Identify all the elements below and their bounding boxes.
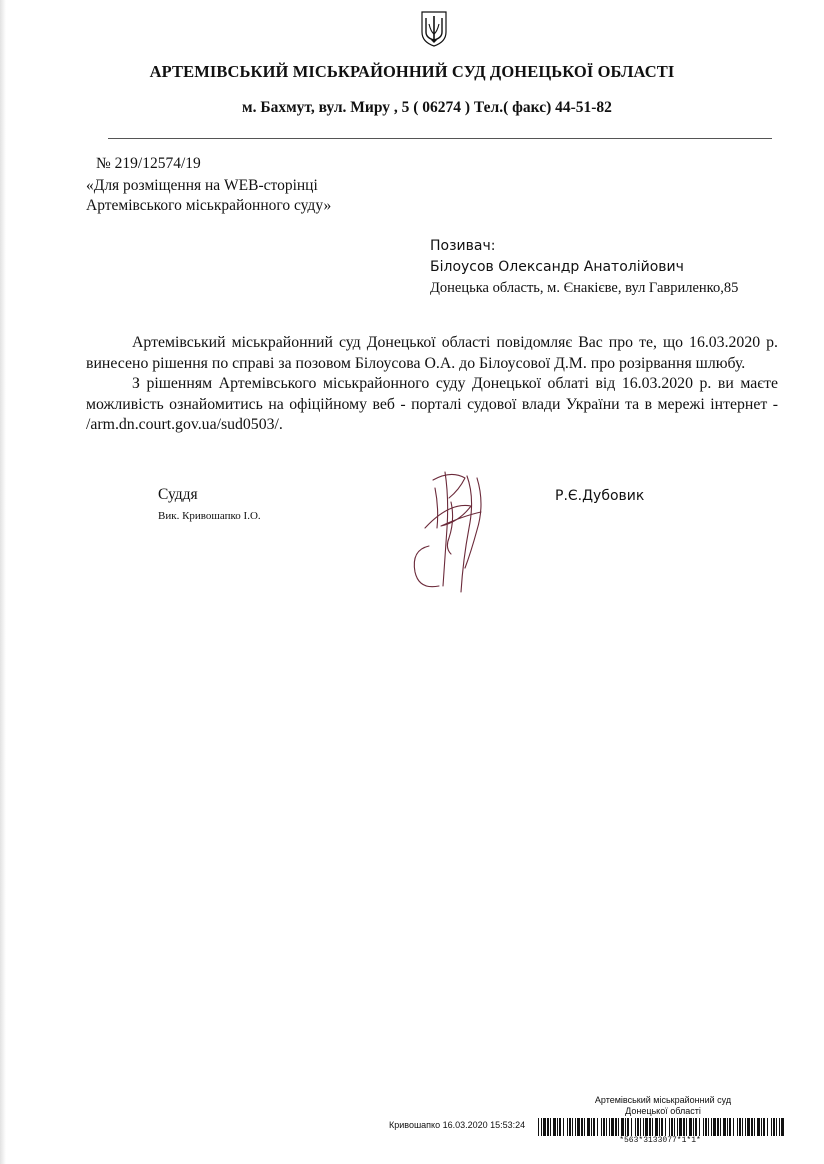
barcode-bar	[763, 1118, 765, 1136]
barcode-bar	[575, 1118, 576, 1136]
barcode-bar	[729, 1118, 731, 1136]
barcode-bar	[637, 1118, 639, 1136]
plaintiff-name: Білоусов Олександр Анатолійович	[430, 259, 684, 275]
header-divider	[108, 138, 772, 139]
barcode-bar	[776, 1118, 777, 1136]
barcode-bar	[606, 1118, 607, 1136]
plaintiff-label: Позивач:	[430, 238, 496, 254]
plaintiff-address: Донецька область, м. Єнакієве, вул Гавриленко,85	[430, 280, 739, 296]
barcode-bar	[581, 1118, 583, 1136]
barcode-bar	[609, 1118, 610, 1136]
barcode-bar	[767, 1118, 768, 1136]
barcode-bar	[572, 1118, 573, 1136]
barcode-bar	[563, 1118, 564, 1136]
barcode-bar	[627, 1118, 629, 1136]
barcode-text: *563*3133077*1*1*	[619, 1136, 701, 1145]
barcode-bar	[543, 1118, 546, 1136]
barcode-bar	[671, 1118, 673, 1136]
barcode-bar	[587, 1118, 590, 1136]
barcode-bar	[674, 1118, 675, 1136]
barcode-bar	[559, 1118, 561, 1136]
barcode-bar	[745, 1118, 746, 1136]
barcode-bar	[686, 1118, 687, 1136]
barcode-bar	[655, 1118, 658, 1136]
barcode-bar	[557, 1118, 558, 1136]
barcode-bar	[713, 1118, 716, 1136]
barcode-bar	[618, 1118, 619, 1136]
scan-edge-shadow	[0, 0, 6, 1164]
barcode-bar	[569, 1118, 571, 1136]
placement-line-2: Артемівського міськрайонного суду»	[86, 197, 332, 214]
barcode-bar	[538, 1118, 539, 1136]
barcode-bar	[553, 1118, 556, 1136]
barcode-bar	[601, 1118, 602, 1136]
barcode-bar	[597, 1118, 598, 1136]
notice-paragraph-1: Артемівський міськрайонний суд Донецької області повідомляє Вас про те, що 16.03.2020 р. винесено рішення по справі за позовом Білоусова О.А. до Білоусової Д.М. про розірвання шлюбу.	[86, 334, 778, 372]
barcode-bar	[631, 1118, 632, 1136]
barcode-bar	[593, 1118, 595, 1136]
notice-paragraph-2: З рішенням Артемівського міськрайонного суду Донецької облаті від 16.03.2020 р. ви маєте можливість ознайомитись на офіційному веб - порталі судової влади України та в мережі інтернет - /arm.dn.court.gov.ua/sud0503/.	[86, 375, 778, 434]
barcode-bar	[771, 1118, 772, 1136]
plaintiff-block	[430, 236, 738, 299]
court-address: м. Бахмут, вул. Миру , 5 ( 06274 ) Тел.( факс) 44-51-82	[242, 99, 612, 116]
judge-name: Р.Є.Дубовик	[555, 488, 645, 504]
barcode-bar	[584, 1118, 585, 1136]
court-name: АРТЕМІВСЬКИЙ МІСЬКРАЙОННИЙ СУД ДОНЕЦЬКОЇ ОБЛАСТІ	[149, 62, 675, 81]
barcode-bar	[757, 1118, 760, 1136]
barcode-bar	[652, 1118, 653, 1136]
stamp-line-1: Артемівський міськрайонний суд	[594, 1095, 732, 1105]
court-stamp-text	[588, 1095, 738, 1117]
handwritten-signature	[405, 468, 495, 594]
barcode-bar	[779, 1118, 780, 1136]
barcode-bar	[643, 1118, 644, 1136]
notice-body	[86, 333, 778, 436]
barcode-bar	[733, 1118, 734, 1136]
placement-line-1: «Для розміщення на WEB-сторінці	[86, 177, 318, 194]
judge-title: Суддя	[158, 486, 198, 503]
barcode-bar	[683, 1118, 685, 1136]
barcode-bar	[621, 1118, 624, 1136]
executor-name: Вик. Кривошапко І.О.	[158, 510, 261, 522]
barcode-bar	[693, 1118, 694, 1136]
barcode-bar	[699, 1118, 700, 1136]
barcode-bar	[773, 1118, 775, 1136]
barcode-bar	[625, 1118, 626, 1136]
barcode-bar	[754, 1118, 755, 1136]
barcode-bar	[677, 1118, 678, 1136]
barcode-bar	[747, 1118, 750, 1136]
barcode-bar	[640, 1118, 641, 1136]
barcode-bar	[689, 1118, 692, 1136]
barcode-bar	[603, 1118, 605, 1136]
case-number: № 219/12574/19	[96, 155, 201, 172]
registration-user-datetime: Кривошапко 16.03.2020 15:53:24	[389, 1120, 526, 1130]
barcode-bar	[649, 1118, 651, 1136]
barcode-bar	[567, 1118, 568, 1136]
barcode-bar	[547, 1118, 549, 1136]
barcode-bar	[635, 1118, 636, 1136]
barcode-bar	[679, 1118, 682, 1136]
barcode-bar	[737, 1118, 738, 1136]
barcode-bar	[659, 1118, 660, 1136]
barcode-bar	[739, 1118, 741, 1136]
barcode-bar	[541, 1118, 542, 1136]
barcode-bar	[665, 1118, 666, 1136]
barcode-bar	[751, 1118, 753, 1136]
barcode-bar	[661, 1118, 663, 1136]
stamp-line-2: Донецької області	[625, 1106, 701, 1116]
barcode-bar	[550, 1118, 551, 1136]
barcode-bar	[577, 1118, 580, 1136]
barcode-bar	[615, 1118, 617, 1136]
barcode-bar	[705, 1118, 707, 1136]
placement-note	[86, 176, 331, 216]
barcode-bar	[717, 1118, 719, 1136]
barcode-bar	[711, 1118, 712, 1136]
barcode-bar	[761, 1118, 762, 1136]
barcode-bar	[720, 1118, 721, 1136]
trident-icon	[414, 10, 454, 48]
barcode-bar	[591, 1118, 592, 1136]
barcode-bar	[742, 1118, 743, 1136]
barcode-bar	[695, 1118, 697, 1136]
barcode-bar	[781, 1118, 784, 1136]
barcode-bar	[703, 1118, 704, 1136]
barcode-bar	[723, 1118, 726, 1136]
barcode-bar	[669, 1118, 670, 1136]
barcode-bar	[708, 1118, 709, 1136]
barcode-icon	[538, 1118, 784, 1136]
barcode-bar	[645, 1118, 648, 1136]
barcode-bar	[727, 1118, 728, 1136]
barcode-bar	[611, 1118, 614, 1136]
